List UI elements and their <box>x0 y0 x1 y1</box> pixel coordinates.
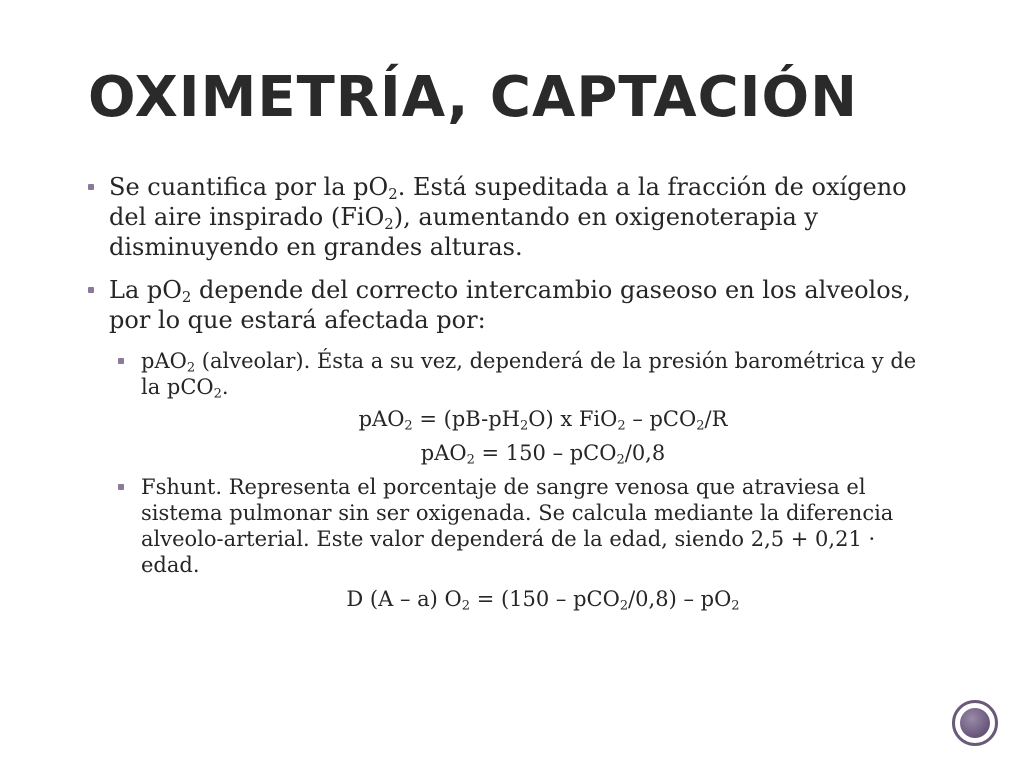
subscript: 2 <box>466 452 475 468</box>
formula-part: /0,8 <box>624 441 666 465</box>
sub-bullet-text: . <box>221 375 229 399</box>
logo-core <box>960 708 990 738</box>
square-bullet-icon <box>118 358 124 364</box>
square-bullet-icon <box>88 287 94 293</box>
sub-bullet-fshunt <box>118 474 918 578</box>
subscript: 2 <box>181 288 192 307</box>
formula-part: D (A – a) O <box>346 587 462 611</box>
formula-part: O) x FiO <box>528 407 618 431</box>
formula-pao2-simplified <box>88 440 918 466</box>
formula-part: /R <box>704 407 728 431</box>
bullet-text: ), aumentando en oxigenoterapia y disminuyendo en grandes alturas. <box>109 203 818 261</box>
formula-alveolo-arterial <box>88 586 918 612</box>
bullet-po2-dependence <box>88 275 918 335</box>
circle-logo-icon <box>952 700 998 746</box>
formula-part: – pCO <box>625 407 697 431</box>
sub-bullet-pao2 <box>118 348 918 400</box>
subscript: 2 <box>388 185 398 204</box>
formula-part: pAO <box>420 441 467 465</box>
subscript: 2 <box>213 386 222 402</box>
sub-bullet-text: pAO <box>141 349 187 373</box>
bullet-text: . Está supeditada a la fracción de oxígeno del aire inspirado (FiO <box>109 173 907 231</box>
subscript: 2 <box>696 418 705 434</box>
bullet-po2-quantification <box>88 172 918 262</box>
bullet-text: Se cuantifica por la pO <box>109 173 389 201</box>
subscript: 2 <box>186 360 196 376</box>
sub-bullet-text: (alveolar). Ésta a su vez, dependerá de la presión barométrica y de la pCO <box>141 349 917 399</box>
subscript: 2 <box>731 598 740 614</box>
subscript: 2 <box>619 598 629 614</box>
formula-part: = (pB-pH <box>412 407 520 431</box>
square-bullet-icon <box>88 184 94 190</box>
subscript: 2 <box>617 418 626 434</box>
formula-part: /0,8) – pO <box>628 587 732 611</box>
subscript: 2 <box>404 418 413 434</box>
subscript: 2 <box>461 598 471 614</box>
square-bullet-icon <box>118 484 124 490</box>
sub-bullet-text: Fshunt. Representa el porcentaje de sangre venosa que atraviesa el sistema pulmonar sin ser oxigenada. Se calcula mediante la diferencia alveolo-arterial. Este valor dependerá de la edad, siendo 2,5 + 0,21 · edad. <box>141 475 894 577</box>
bullet-text: depende del correcto intercambio gaseoso en los alveolos, por lo que estará afectada por: <box>109 276 911 334</box>
formula-part: = (150 – pCO <box>470 587 620 611</box>
slide-content <box>88 172 918 620</box>
subscript: 2 <box>519 418 529 434</box>
slide-title: OXIMETRÍA, CAPTACIÓN <box>88 65 858 130</box>
formula-pao2 <box>88 406 918 432</box>
subscript: 2 <box>616 452 625 468</box>
formula-part: = 150 – pCO <box>474 441 617 465</box>
formula-part: pAO <box>358 407 405 431</box>
subscript: 2 <box>384 215 394 234</box>
bullet-text: La pO <box>109 276 182 304</box>
